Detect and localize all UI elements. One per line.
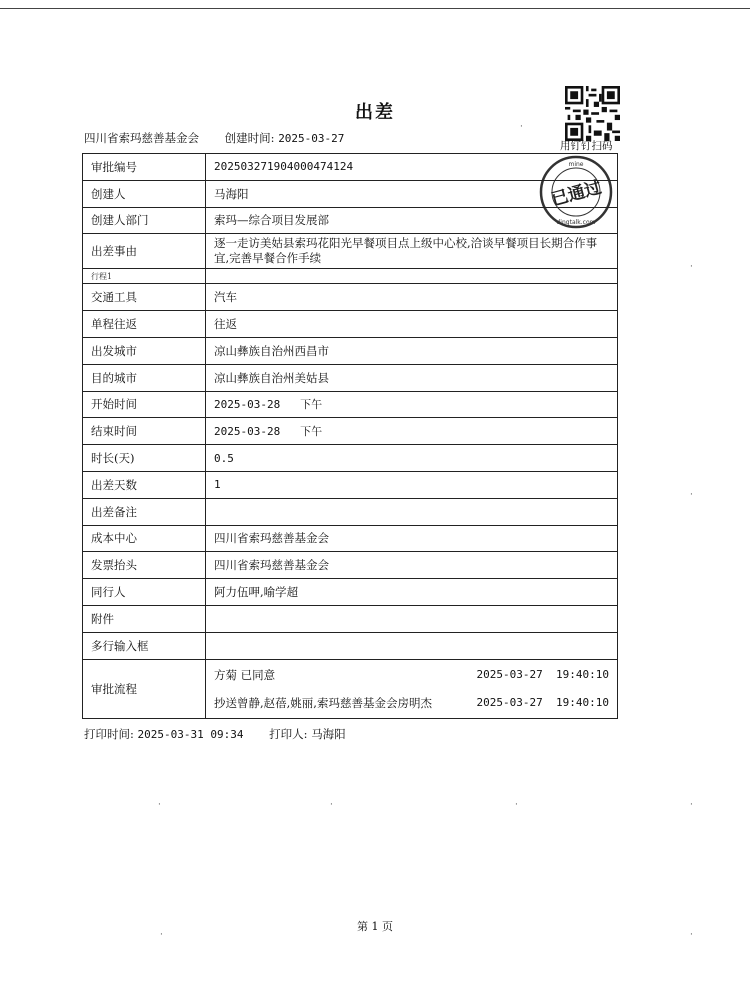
stamp-top-text: mine	[568, 161, 584, 168]
qr-code-icon	[565, 86, 620, 141]
field-label: 出差天数	[83, 471, 206, 498]
field-label: 目的城市	[83, 364, 206, 391]
approval-entry	[206, 661, 617, 689]
field-value: 索玛—综合项目发展部	[206, 207, 618, 234]
field-value	[206, 632, 618, 659]
field-label: 出差备注	[83, 498, 206, 525]
table-row	[83, 525, 618, 552]
field-label: 开始时间	[83, 391, 206, 418]
field-label: 创建人部门	[83, 207, 206, 234]
stamp-text: 已通过	[549, 177, 604, 211]
field-value: 0.5	[206, 445, 618, 472]
table-row	[83, 605, 618, 632]
field-value	[206, 605, 618, 632]
qr-caption: 用钉钉扫码	[560, 140, 613, 152]
scan-speck: ·	[520, 122, 523, 132]
table-row	[83, 337, 618, 364]
field-label: 成本中心	[83, 525, 206, 552]
scan-speck: ·	[690, 490, 693, 500]
table-row	[83, 364, 618, 391]
table-row	[83, 632, 618, 659]
field-label: 行程1	[83, 269, 206, 284]
approval-row	[83, 659, 618, 718]
created-value: 2025-03-27	[278, 132, 345, 145]
print-footer	[84, 726, 346, 742]
field-label: 附件	[83, 605, 206, 632]
scan-speck: ·	[690, 800, 693, 810]
scan-top-border	[0, 8, 750, 9]
scan-speck: ·	[690, 262, 693, 272]
approval-entry-text: 抄送曾静,赵蓓,姚丽,索玛慈善基金会房明杰	[214, 695, 432, 710]
scan-speck: ·	[690, 930, 693, 940]
approval-entry-time: 2025-03-27 19:40:10	[476, 668, 609, 682]
travel-form-table	[82, 153, 618, 719]
field-value	[206, 269, 618, 284]
page-title: 出差	[355, 102, 395, 123]
field-value: 202503271904000474124	[206, 154, 618, 181]
field-value: 逐一走访美姑县索玛花阳光早餐项目点上级中心校,洽谈早餐项目长期合作事宜,完善早餐合作手续	[206, 234, 618, 269]
table-row	[83, 311, 618, 338]
table-row	[83, 471, 618, 498]
field-label: 时长(天)	[83, 445, 206, 472]
printer-value: 马海阳	[311, 727, 346, 741]
printer-label: 打印人:	[269, 727, 308, 741]
print-time-label: 打印时间:	[84, 727, 134, 741]
field-value: 马海阳	[206, 180, 618, 207]
field-value: 四川省索玛慈善基金会	[206, 552, 618, 579]
table-row	[83, 180, 618, 207]
scan-speck: ·	[515, 800, 518, 810]
field-label: 出差事由	[83, 234, 206, 269]
field-value	[206, 498, 618, 525]
field-label: 单程往返	[83, 311, 206, 338]
field-label: 结束时间	[83, 418, 206, 445]
field-label: 创建人	[83, 180, 206, 207]
scan-speck: ·	[330, 800, 333, 810]
scan-speck: ·	[160, 930, 163, 940]
table-row	[83, 207, 618, 234]
org-name: 四川省索玛慈善基金会	[84, 131, 199, 145]
table-row	[83, 579, 618, 606]
table-row	[83, 498, 618, 525]
table-row	[83, 234, 618, 269]
approval-flow	[206, 659, 618, 718]
field-value: 2025-03-28 下午	[206, 391, 618, 418]
table-row	[83, 269, 618, 284]
field-label: 发票抬头	[83, 552, 206, 579]
field-label: 出发城市	[83, 337, 206, 364]
field-value: 往返	[206, 311, 618, 338]
scan-speck: ·	[158, 800, 161, 810]
field-label: 交通工具	[83, 284, 206, 311]
table-row	[83, 445, 618, 472]
print-time-value: 2025-03-31 09:34	[137, 728, 244, 741]
created-label: 创建时间:	[224, 131, 275, 145]
table-row	[83, 552, 618, 579]
table-row	[83, 418, 618, 445]
page-number: 第 1 页	[357, 920, 393, 933]
table-row	[83, 154, 618, 181]
field-value: 阿力伍呷,喻学超	[206, 579, 618, 606]
stamp-bottom-text: dingtalk.com	[556, 219, 596, 226]
approval-entry	[206, 689, 617, 717]
field-label: 同行人	[83, 579, 206, 606]
field-value: 2025-03-28 下午	[206, 418, 618, 445]
table-row	[83, 391, 618, 418]
field-value: 凉山彝族自治州西昌市	[206, 337, 618, 364]
field-value: 四川省索玛慈善基金会	[206, 525, 618, 552]
table-row	[83, 284, 618, 311]
approval-entry-time: 2025-03-27 19:40:10	[476, 696, 609, 710]
field-value: 凉山彝族自治州美姑县	[206, 364, 618, 391]
approval-entry-text: 方菊 已同意	[214, 667, 276, 682]
field-label: 审批编号	[83, 154, 206, 181]
field-value: 1	[206, 471, 618, 498]
field-label: 多行输入框	[83, 632, 206, 659]
field-value: 汽车	[206, 284, 618, 311]
field-label: 审批流程	[83, 659, 206, 718]
doc-subheader	[84, 130, 344, 146]
